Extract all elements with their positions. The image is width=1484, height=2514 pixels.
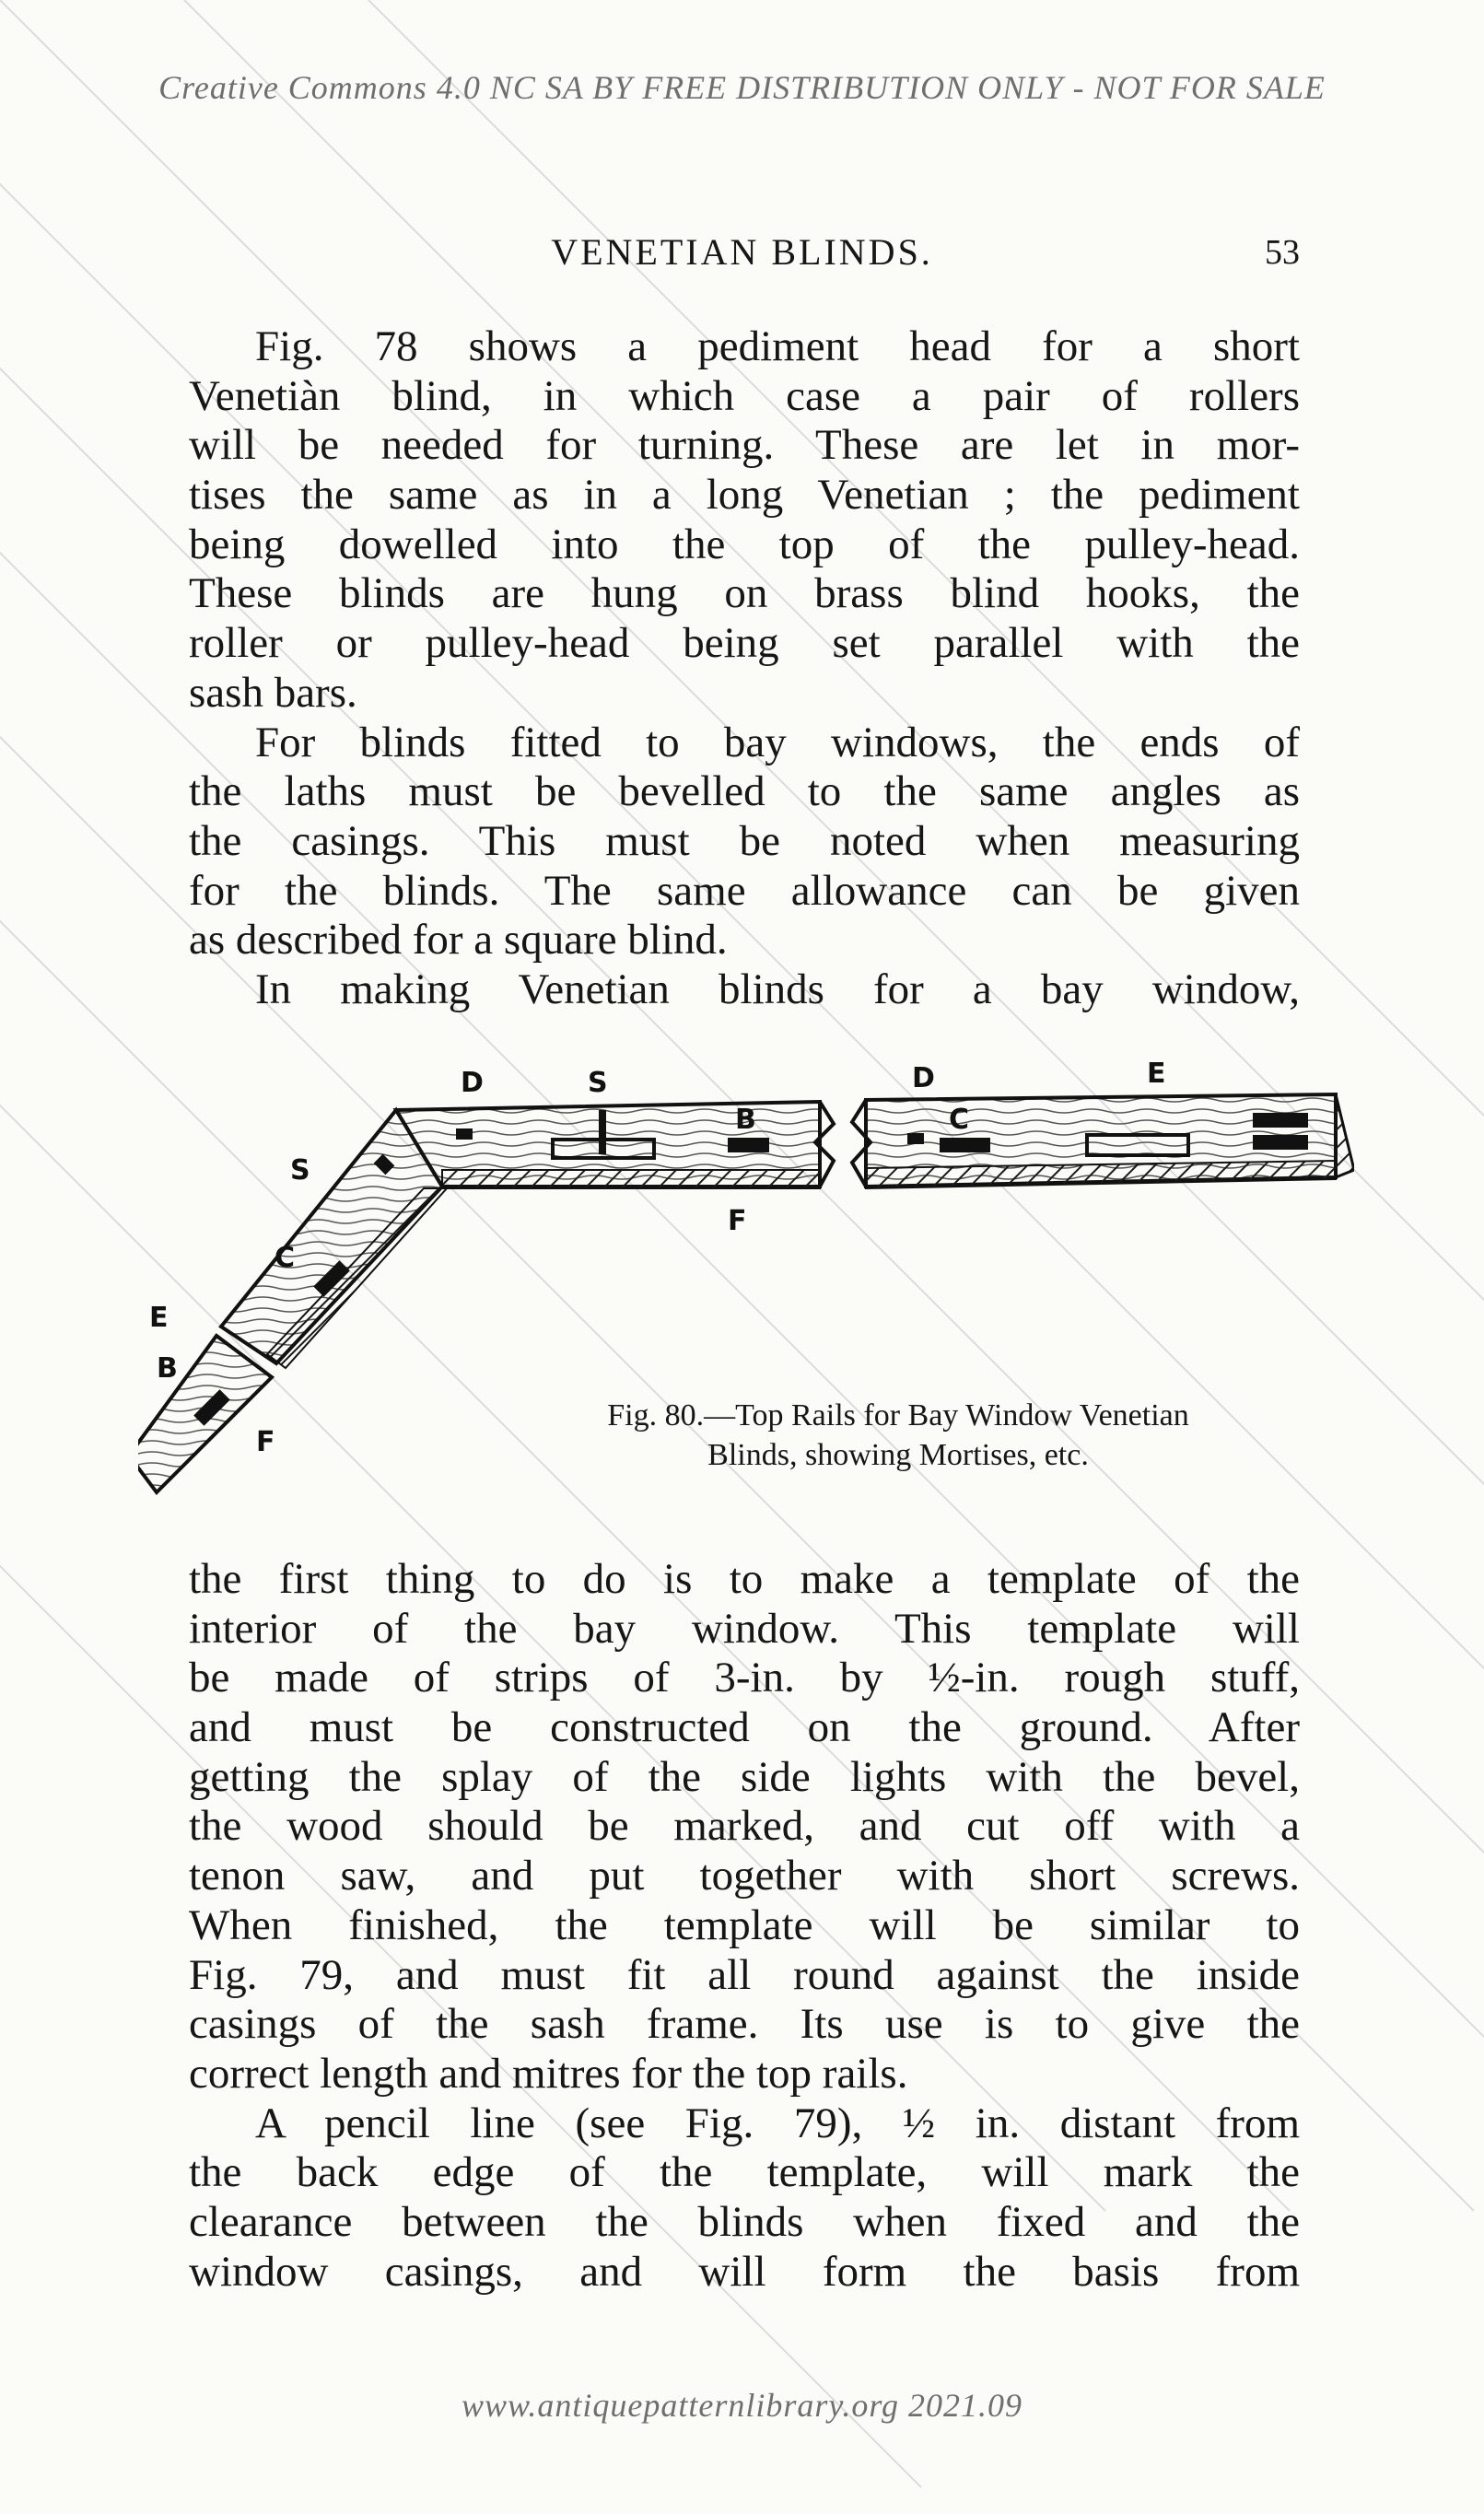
text-line: Fig. 78 shows a pediment head for a short — [255, 322, 1300, 370]
label-e: E — [1147, 1058, 1166, 1090]
text-line: the first thing to do is to make a template of the — [189, 1555, 1300, 1603]
text-line: tises the same as in a long Venetian ; the pediment — [189, 471, 1300, 520]
text-line: These blinds are hung on brass blind hooks, the — [189, 569, 1300, 618]
text-line: Venetiàn blind, in which case a pair of rollers — [189, 371, 1300, 420]
paragraph — [189, 2099, 1300, 2298]
body-text-bottom — [189, 1555, 1300, 2297]
text-line: sash bars. — [189, 668, 357, 717]
label-e: E — [149, 1302, 169, 1334]
text-line: the back edge of the template, will mark the — [189, 2148, 1300, 2197]
text-line: and must be constructed on the ground. After — [189, 1703, 1300, 1752]
paragraph — [189, 322, 1300, 719]
text-line: interior of the bay window. This template will — [189, 1604, 1300, 1653]
text-line: window casings, and will form the basis from — [189, 2247, 1300, 2296]
label-c: C — [275, 1242, 296, 1274]
figure-caption — [543, 1396, 1253, 1475]
figure-80 — [138, 1050, 1354, 1548]
footer-url: www.antiquepatternlibrary.org 2021.09 — [461, 2387, 1023, 2424]
label-f: F — [728, 1205, 747, 1237]
body-text-top — [189, 322, 1300, 1015]
page-number: 53 — [1265, 233, 1300, 272]
text-line: correct length and mitres for the top rails. — [189, 2049, 908, 2098]
paragraph — [189, 965, 1300, 1015]
text-line: will be needed for turning. These are let in mor- — [189, 421, 1300, 470]
text-line: being dowelled into the top of the pulley-head. — [189, 520, 1300, 568]
label-f: F — [256, 1426, 275, 1458]
paragraph — [189, 1555, 1300, 2099]
text-line: as described for a square blind. — [189, 916, 728, 965]
label-d: D — [912, 1062, 935, 1094]
label-b: B — [157, 1352, 178, 1385]
label-b: B — [735, 1104, 756, 1136]
text-line: clearance between the blinds when fixed and the — [189, 2197, 1300, 2246]
text-line: roller or pulley-head being set parallel with the — [189, 619, 1300, 668]
text-line: For blinds fitted to bay windows, the ends of — [255, 718, 1300, 766]
caption-line: Fig. 80.—Top Rails for Bay Window Venetian — [607, 1398, 1189, 1432]
text-line: Fig. 79, and must fit all round against the inside — [189, 1950, 1300, 1999]
caption-line: Blinds, showing Mortises, etc. — [707, 1438, 1089, 1472]
text-line: casings of the sash frame. Its use is to give the — [189, 2000, 1300, 2049]
text-line: be made of strips of 3-in. by ½-in. rough stuff, — [189, 1654, 1300, 1702]
paragraph — [189, 719, 1300, 965]
label-c: C — [949, 1104, 970, 1136]
text-line: In making Venetian blinds for a bay window, — [255, 965, 1300, 1013]
text-line: When finished, the template will be similar to — [189, 1900, 1300, 1949]
label-s: S — [588, 1067, 608, 1099]
label-d: D — [461, 1067, 484, 1099]
label-s: S — [290, 1154, 310, 1187]
text-line: the wood should be marked, and cut off with a — [189, 1802, 1300, 1851]
running-head — [0, 230, 1484, 286]
license-notice: Creative Commons 4.0 NC SA BY FREE DISTRIBUTION ONLY - NOT FOR SALE — [158, 69, 1326, 106]
text-line: A pencil line (see Fig. 79), ½ in. distant from — [255, 2099, 1300, 2147]
text-line: the laths must be bevelled to the same angles as — [189, 767, 1300, 816]
running-head-title: VENETIAN BLINDS. — [551, 231, 933, 273]
text-line: tenon saw, and put together with short screws. — [189, 1852, 1300, 1900]
text-line: for the blinds. The same allowance can be given — [189, 866, 1300, 915]
text-line: the casings. This must be noted when measuring — [189, 816, 1300, 865]
text-line: getting the splay of the side lights with the bevel, — [189, 1752, 1300, 1801]
